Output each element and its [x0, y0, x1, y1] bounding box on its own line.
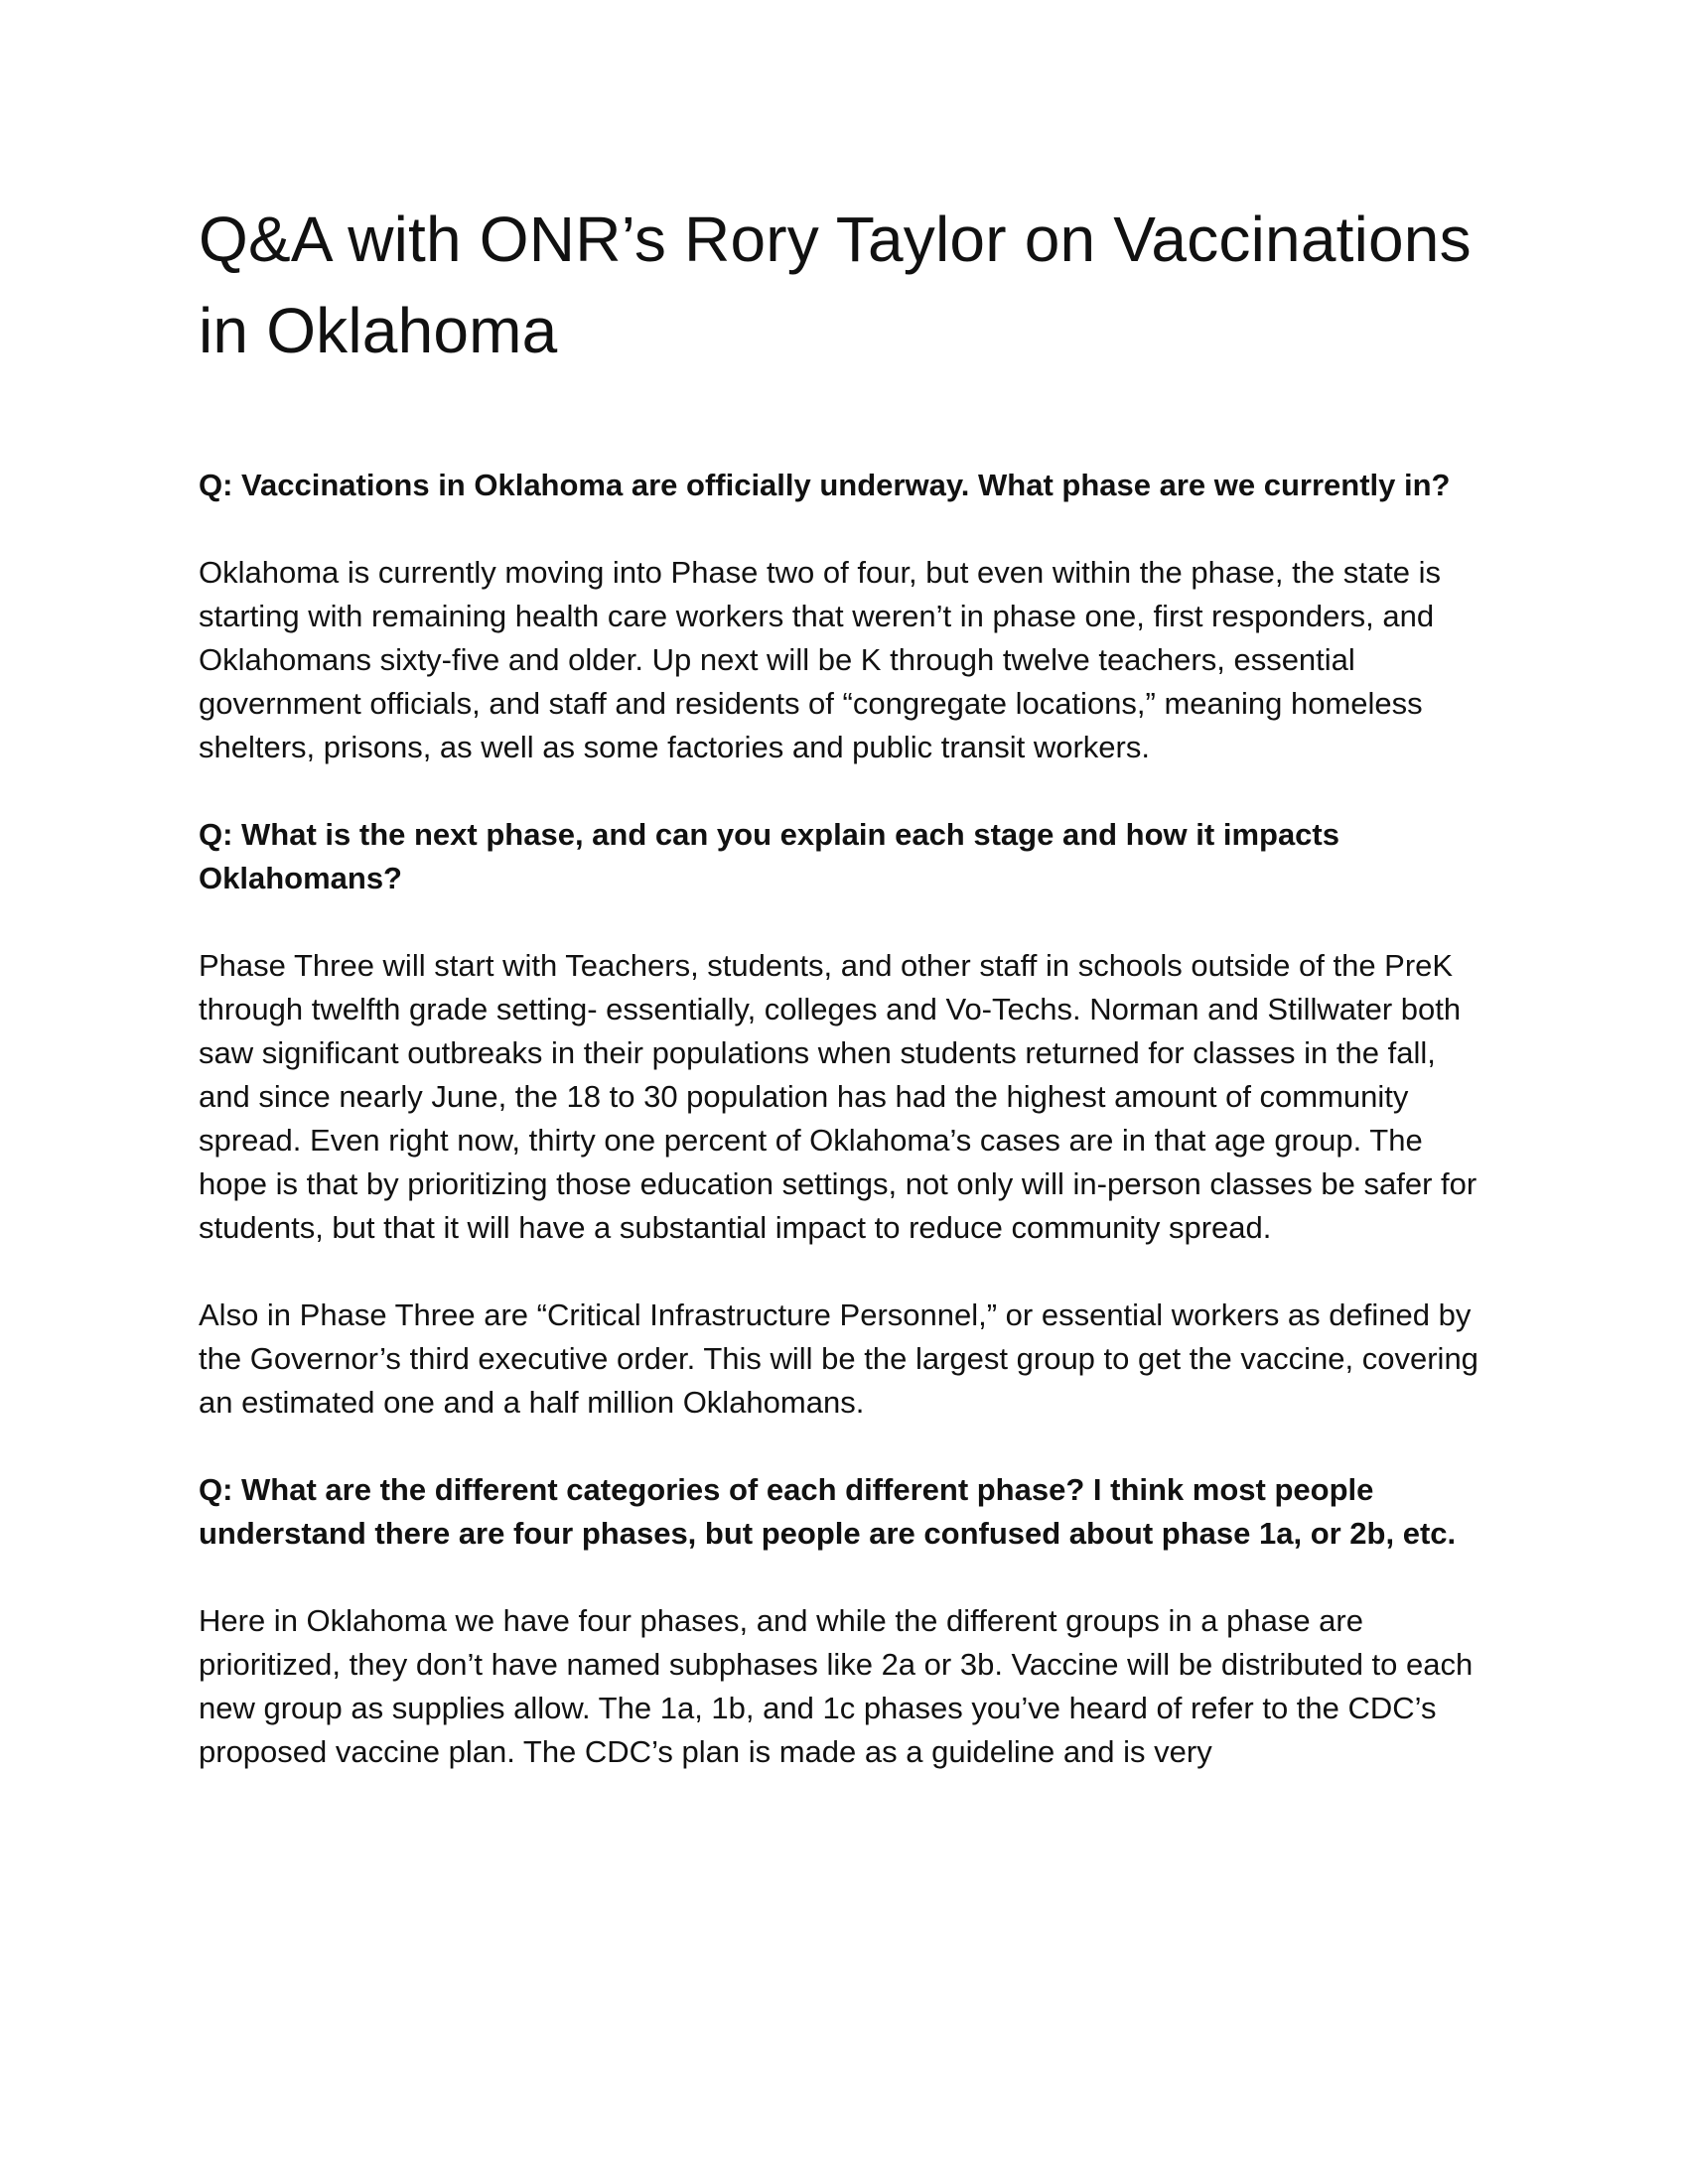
question-2: Q: What is the next phase, and can you explain each stage and how it impacts Oklahomans? — [199, 817, 1339, 895]
qa-section-3 — [199, 1468, 1489, 1774]
qa-section-2 — [199, 813, 1489, 1425]
answer-2-paragraph-2: Also in Phase Three are “Critical Infrastructure Personnel,” or essential workers as defined by the Governor’s third executive order. This will be the largest group to get the vaccine, covering an estimated one and a half million Oklahomans. — [199, 1297, 1478, 1420]
question-1: Q: Vaccinations in Oklahoma are officially underway. What phase are we currently in? — [199, 468, 1451, 502]
answer-1-paragraph-1: Oklahoma is currently moving into Phase two of four, but even within the phase, the state is starting with remaining health care workers that weren’t in phase one, first responders, and Oklahomans sixty-five and older. Up next will be K through twelve teachers, essential government officials, and staff and residents of “congregate locations,” meaning homeless shelters, prisons, as well as some factories and public transit workers. — [199, 555, 1442, 764]
answer-3-paragraph-1: Here in Oklahoma we have four phases, and while the different groups in a phase are prioritized, they don’t have named subphases like 2a or 3b. Vaccine will be distributed to each new group as supplies allow. The 1a, 1b, and 1c phases you’ve heard of refer to the CDC’s proposed vaccine plan. The CDC’s plan is made as a guideline and is very — [199, 1603, 1474, 1769]
question-3: Q: What are the different categories of each different phase? I think most people understand there are four phases, but people are confused about phase 1a, or 2b, etc. — [199, 1472, 1457, 1551]
document-title: Q&A with ONR’s Rory Taylor on Vaccinations in Oklahoma — [199, 204, 1472, 366]
answer-2-paragraph-1: Phase Three will start with Teachers, students, and other staff in schools outside of the PreK through twelfth grade setting- essentially, colleges and Vo-Techs. Norman and Stillwater both saw significant outbreaks in their populations when students returned for classes in the fall, and since nearly June, the 18 to 30 population has had the highest amount of community spread. Even right now, thirty one percent of Oklahoma’s cases are in that age group. The hope is that by prioritizing those education settings, not only will in-person classes be safer for students, but that it will have a substantial impact to reduce community spread. — [199, 948, 1477, 1245]
qa-section-1 — [199, 464, 1489, 769]
document-body — [199, 194, 1489, 1818]
